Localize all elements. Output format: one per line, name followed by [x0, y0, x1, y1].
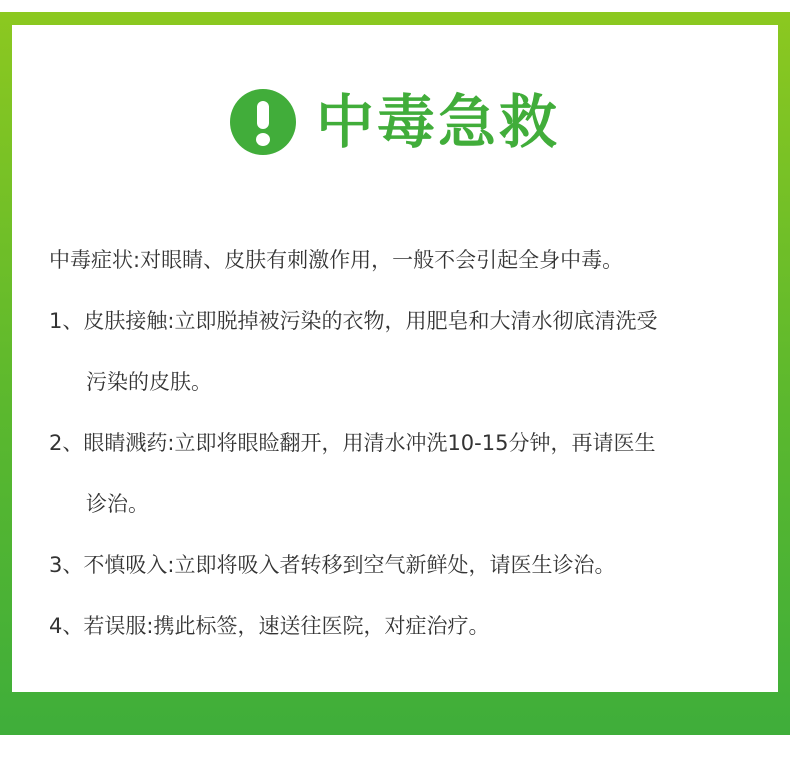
list-item-2	[49, 413, 761, 474]
symptoms-line: 中毒症状:对眼睛、皮肤有刺激作用，一般不会引起全身中毒。	[49, 248, 624, 272]
item-text: 不慎吸入:立即将吸入者转移到空气新鲜处，请医生诊治。	[83, 553, 616, 577]
item-number: 4、	[49, 614, 84, 638]
header	[12, 82, 778, 162]
content-panel	[12, 25, 778, 692]
item-number: 2、	[49, 431, 84, 455]
exclamation-dot	[256, 133, 270, 146]
list-item-1	[49, 291, 761, 352]
item-text: 皮肤接触:立即脱掉被污染的衣物，用肥皂和大清水彻底清洗受	[83, 309, 658, 333]
green-border-frame	[0, 12, 790, 735]
page-title: 中毒急救	[315, 88, 560, 156]
list-item-4	[49, 596, 761, 657]
list-item-3	[49, 535, 761, 596]
item-number: 3、	[49, 553, 84, 577]
list-item-1-continuation: 污染的皮肤。	[86, 370, 212, 394]
list-item-2-continuation: 诊治。	[86, 492, 149, 516]
exclamation-bar	[257, 101, 269, 129]
instructions	[49, 230, 761, 657]
item-number: 1、	[49, 309, 84, 333]
exclamation-circle-icon	[230, 89, 296, 155]
item-text: 若误服:携此标签，速送往医院，对症治疗。	[83, 614, 490, 638]
item-text: 眼睛溅药:立即将眼睑翻开，用清水冲洗10-15分钟，再请医生	[83, 431, 656, 455]
